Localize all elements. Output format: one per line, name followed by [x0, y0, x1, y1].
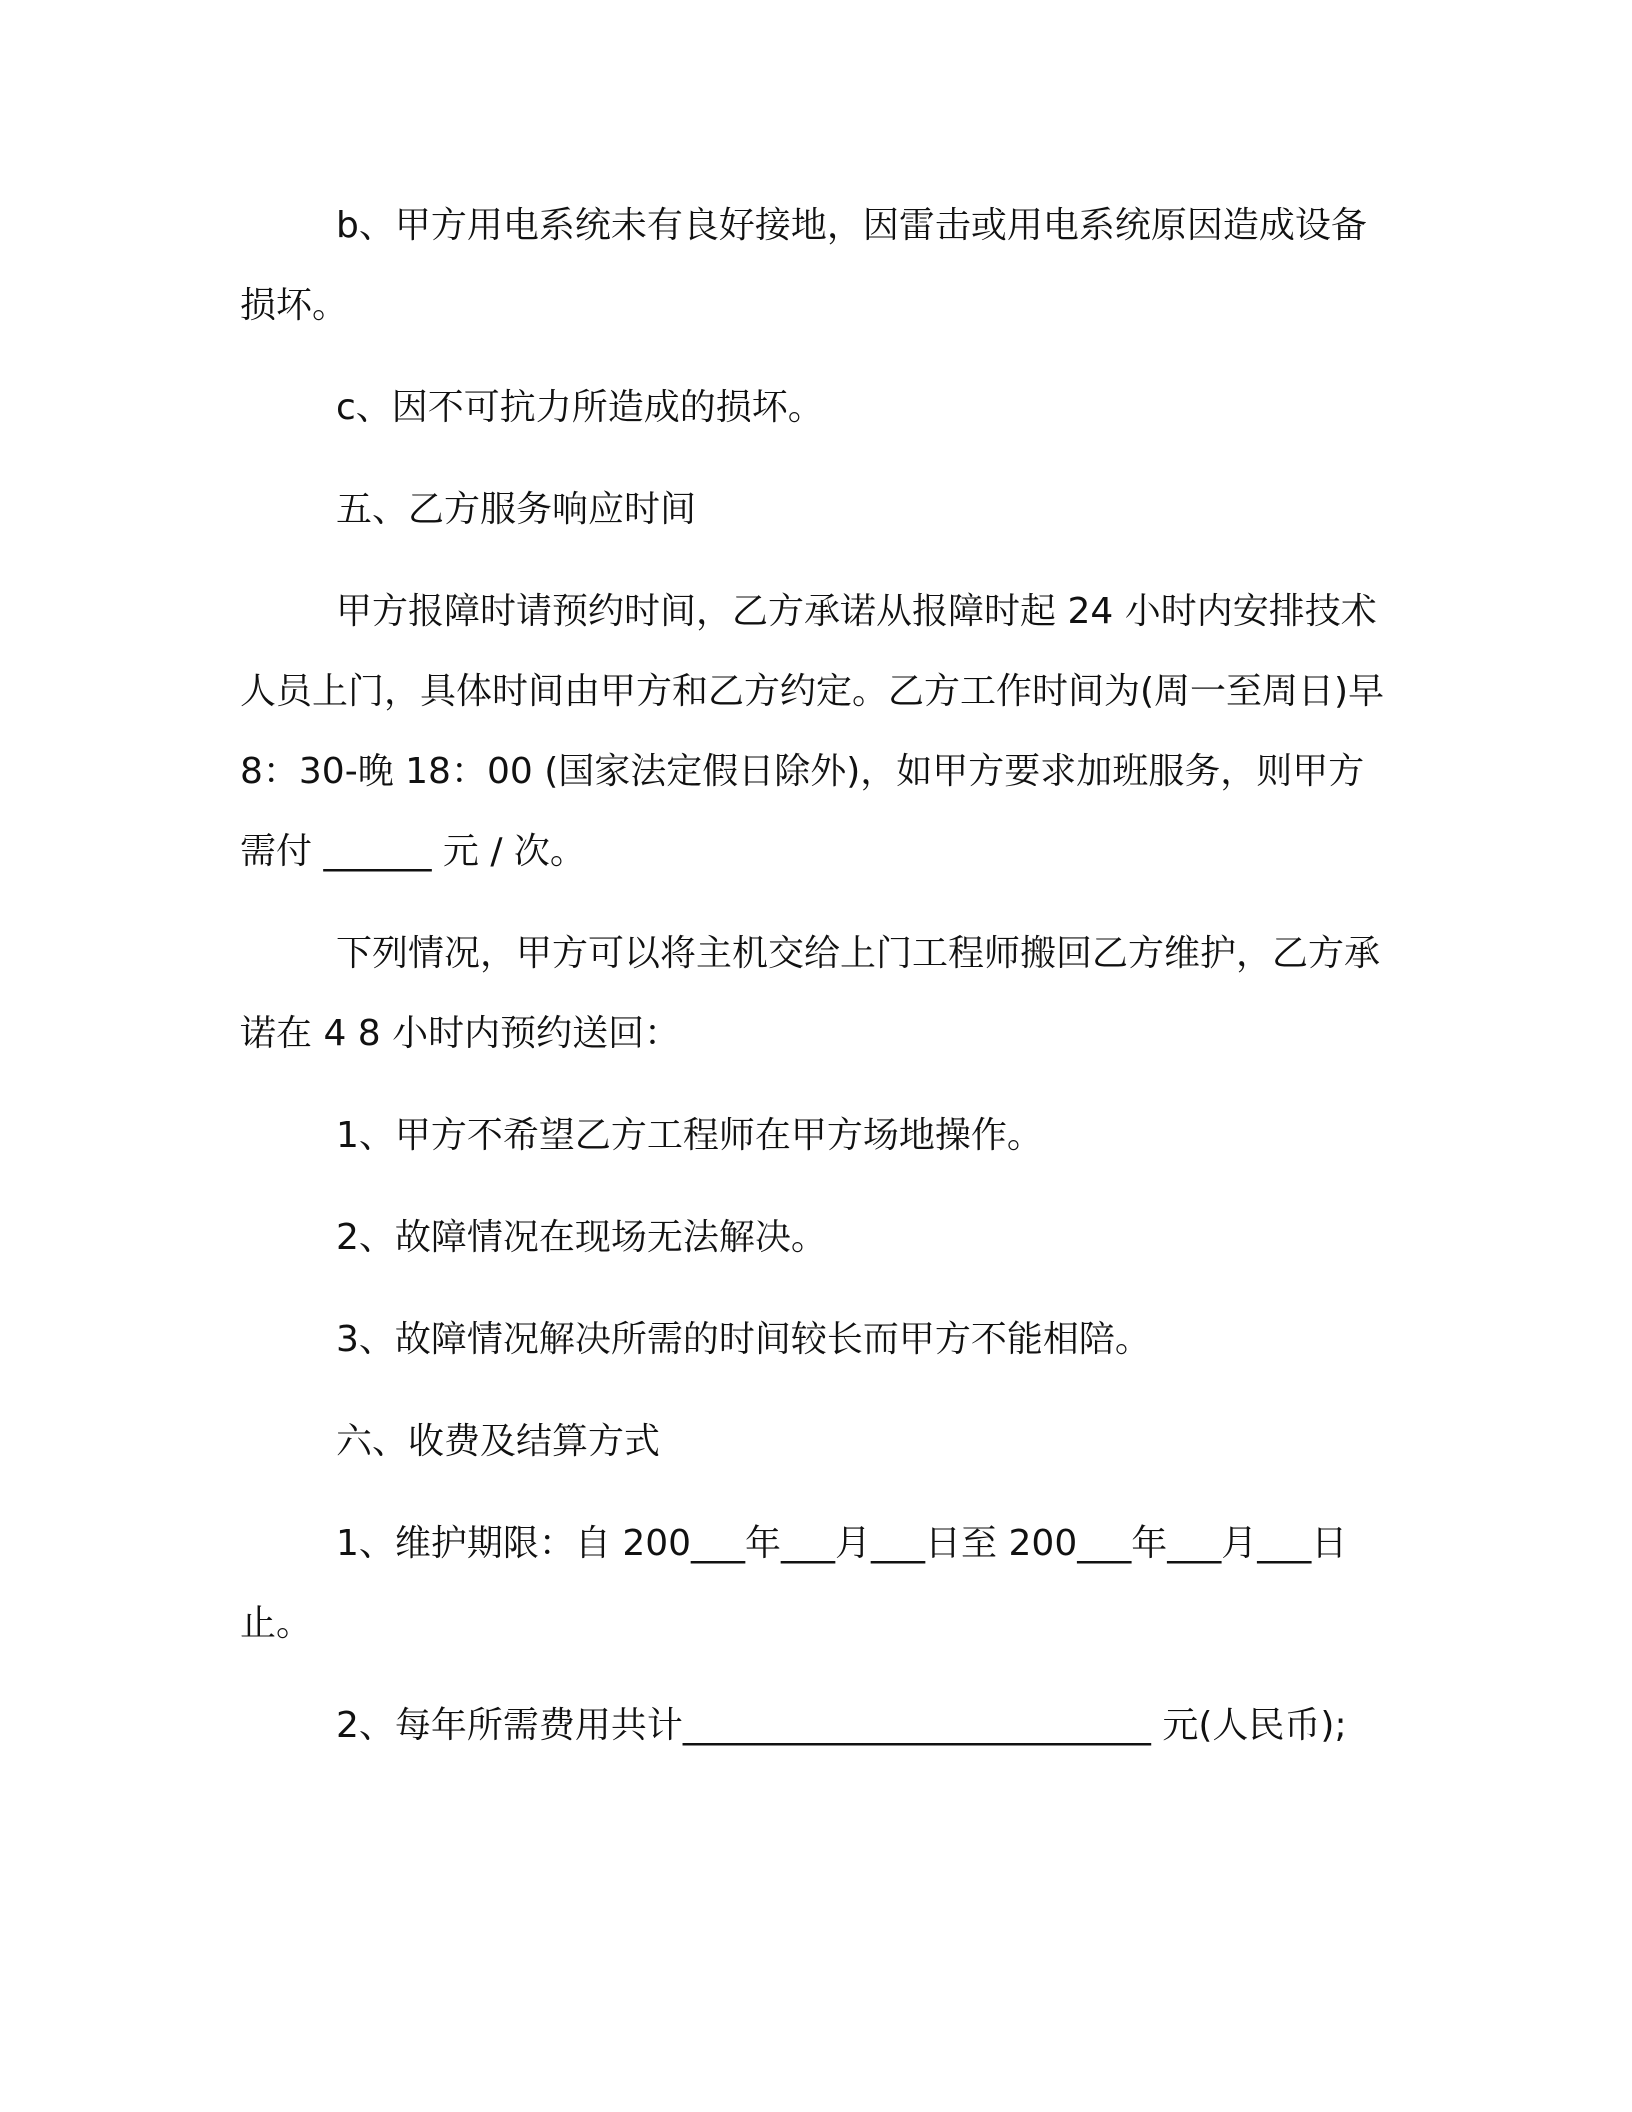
list-item-3: 3、故障情况解决所需的时间较长而甲方不能相陪。 [336, 1319, 1151, 1360]
response-time-paragraph: 甲方报障时请预约时间，乙方承诺从报障时起 24 小时内安排技术人员上门，具体时间由甲方和乙方约定。乙方工作时间为(周一至周日)早 8：30-晚 18：00 (国家法定假日除外)，如甲方要求加班服务，则甲方需付 ______ 元 / 次。 [240, 591, 1385, 872]
clause-b-grounding: b、甲方用电系统未有良好接地，因雷击或用电系统原因造成设备损坏。 [240, 205, 1367, 326]
document-page [240, 186, 1390, 1788]
clause-c-force-majeure: c、因不可抗力所造成的损坏。 [336, 387, 824, 428]
section-6-heading: 六、收费及结算方式 [336, 1421, 661, 1462]
section-5-heading: 五、乙方服务响应时间 [336, 489, 697, 530]
carry-back-paragraph: 下列情况，甲方可以将主机交给上门工程师搬回乙方维护，乙方承诺在 4 8 小时内预约送回： [240, 933, 1381, 1054]
maintenance-period: 1、维护期限：自 200___年___月___日至 200___年___月___日止。 [240, 1523, 1348, 1644]
annual-fee: 2、每年所需费用共计__________________________ 元(人民币); [336, 1705, 1347, 1746]
list-item-1: 1、甲方不希望乙方工程师在甲方场地操作。 [336, 1115, 1043, 1156]
list-item-2: 2、故障情况在现场无法解决。 [336, 1217, 827, 1258]
